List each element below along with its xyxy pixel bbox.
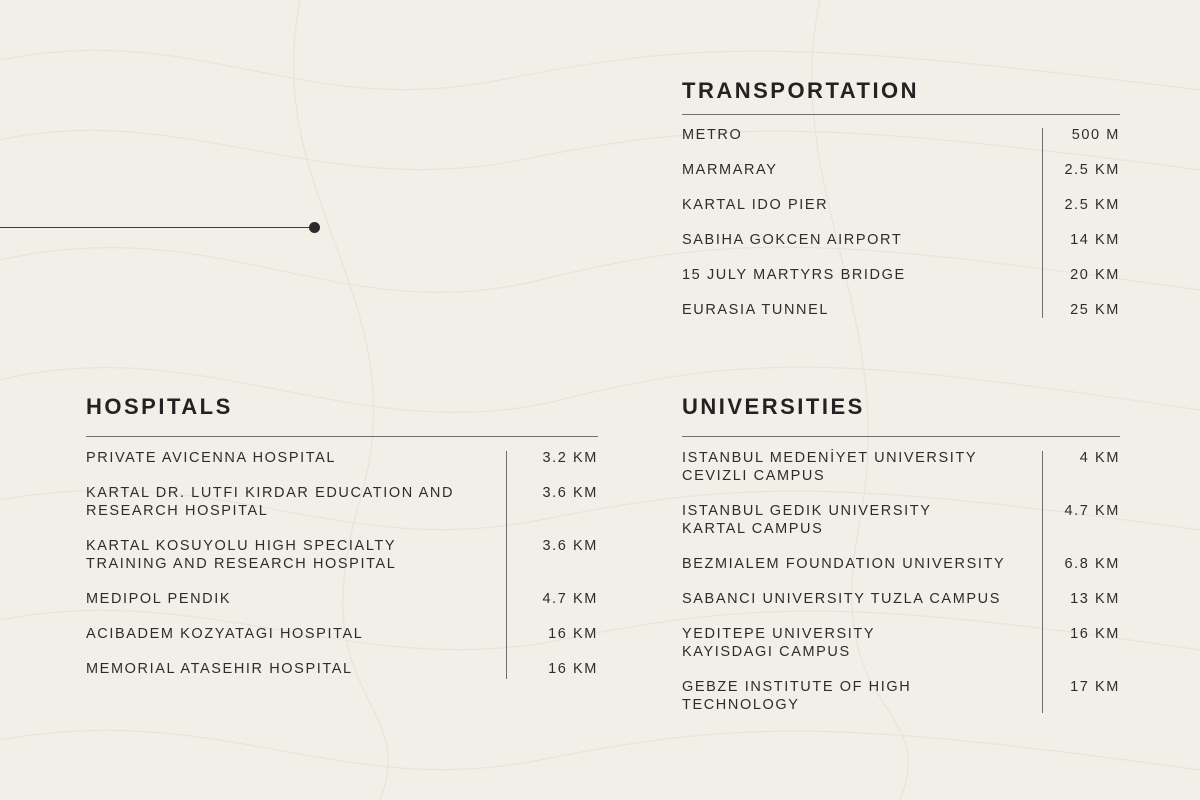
- item-name: KARTAL DR. LUTFI KIRDAR EDUCATION AND RESEARCH HOSPITAL: [86, 485, 455, 519]
- item-distance: 16 KM: [548, 661, 598, 677]
- hospitals-title: HOSPITALS: [86, 394, 233, 419]
- item-name: BEZMIALEM FOUNDATION UNIVERSITY: [682, 556, 1006, 572]
- item-distance: 14 KM: [1070, 232, 1120, 248]
- hospitals-section: [86, 394, 598, 690]
- item-distance: 3.6 KM: [542, 538, 598, 554]
- transportation-column-divider: [1042, 128, 1043, 318]
- item-name: GEBZE INSTITUTE OF HIGH TECHNOLOGY: [682, 679, 912, 713]
- item-name: SABIHA GOKCEN AIRPORT: [682, 232, 903, 248]
- hospitals-column-divider: [506, 451, 507, 679]
- item-distance: 13 KM: [1070, 591, 1120, 607]
- item-distance: 2.5 KM: [1064, 197, 1120, 213]
- item-distance: 16 KM: [548, 626, 598, 642]
- transportation-section: [682, 78, 1120, 337]
- item-name: MARMARAY: [682, 162, 778, 178]
- item-distance: 25 KM: [1070, 302, 1120, 318]
- item-name: ISTANBUL GEDIK UNIVERSITY KARTAL CAMPUS: [682, 503, 932, 537]
- item-distance: 3.6 KM: [542, 485, 598, 501]
- item-name: ISTANBUL MEDENİYET UNIVERSITY CEVIZLI CAMPUS: [682, 450, 978, 484]
- item-name: PRIVATE AVICENNA HOSPITAL: [86, 450, 337, 466]
- item-distance: 4.7 KM: [1064, 503, 1120, 519]
- item-name: MEMORIAL ATASEHIR HOSPITAL: [86, 661, 353, 677]
- universities-title: UNIVERSITIES: [682, 394, 865, 419]
- item-name: 15 JULY MARTYRS BRIDGE: [682, 267, 906, 283]
- universities-divider: [682, 436, 1120, 437]
- item-distance: 2.5 KM: [1064, 162, 1120, 178]
- transportation-list: [682, 127, 1120, 337]
- item-name: SABANCI UNIVERSITY TUZLA CAMPUS: [682, 591, 1001, 607]
- hospitals-list: [86, 450, 598, 690]
- transportation-divider: [682, 114, 1120, 115]
- universities-list: [682, 450, 1120, 730]
- item-distance: 16 KM: [1070, 626, 1120, 642]
- item-distance: 4 KM: [1079, 450, 1120, 466]
- decorative-connector-dot: [309, 222, 320, 233]
- item-distance: 4.7 KM: [542, 591, 598, 607]
- item-name: KARTAL IDO PIER: [682, 197, 829, 213]
- hospitals-divider: [86, 436, 598, 437]
- item-distance: 20 KM: [1070, 267, 1120, 283]
- item-name: METRO: [682, 127, 743, 143]
- item-distance: 6.8 KM: [1064, 556, 1120, 572]
- item-name: YEDITEPE UNIVERSITY KAYISDAGI CAMPUS: [682, 626, 876, 660]
- item-name: ACIBADEM KOZYATAGI HOSPITAL: [86, 626, 364, 642]
- item-distance: 17 KM: [1070, 679, 1120, 695]
- item-name: MEDIPOL PENDIK: [86, 591, 232, 607]
- item-distance: 500 M: [1071, 127, 1120, 143]
- item-distance: 3.2 KM: [542, 450, 598, 466]
- item-name: EURASIA TUNNEL: [682, 302, 830, 318]
- universities-section: [682, 394, 1120, 730]
- transportation-title: TRANSPORTATION: [682, 78, 920, 103]
- decorative-connector-line: [0, 227, 314, 228]
- universities-column-divider: [1042, 451, 1043, 713]
- item-name: KARTAL KOSUYOLU HIGH SPECIALTY TRAINING AND RESEARCH HOSPITAL: [86, 538, 397, 572]
